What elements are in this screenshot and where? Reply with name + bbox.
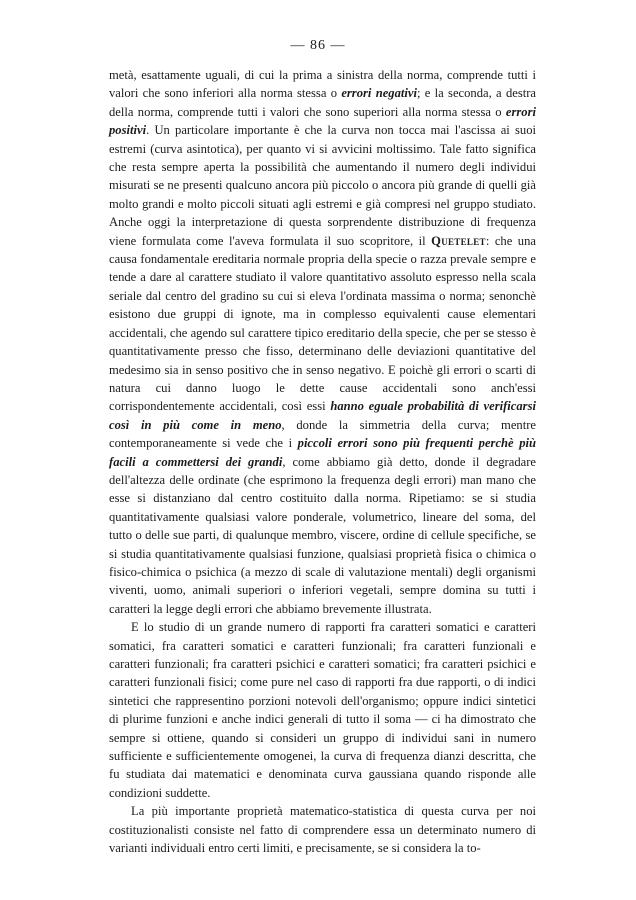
paragraph-2 <box>109 618 536 802</box>
italic-phrase: hanno eguale probabilità di verificarsi così in più come in meno <box>109 399 536 432</box>
text-segment: ; e la seconda, a destra della norma, comprende tutti i valori che sono superiori alla norma stessa o <box>109 86 537 119</box>
text-segment: E lo studio di un grande numero di rapporti fra caratteri somatici e caratteri somatici, fra caratteri somatici e caratteri funzionali; fra caratteri funzionali e caratteri funzionali; fra caratteri psichici e caratteri somatici; fra caratteri psichici e caratteri funzionali fisici; come pure nel caso di rapporti fra due rapporti, o di indici sintetici che rappresentino porzioni notevoli dell'organismo; oppure indici sintetici di plurime funzioni e anche indici generali di tutto il soma — ci ha dimostrato che sempre si ottiene, quando si consideri un gruppo di individui sani in numero sufficiente e sufficientemente omogenei, la curva di frequenza dianzi descritta, che fu studiata dai matematici e denominata curva gaussiana quando risponde alle condizioni suddette. <box>109 620 536 800</box>
author-name: Quetelet <box>431 233 486 248</box>
page-number: — 86 — <box>290 38 346 53</box>
paragraph-3 <box>109 802 536 857</box>
text-segment: metà, esattamente uguali, di cui la prima a sinistra della norma, comprende tutti i valori che sono inferiori alla norma stessa o <box>109 68 536 101</box>
text-segment: , come abbiamo già detto, donde il degradare dell'altezza delle ordinate (che esprimono la frequenza degli errori) man mano che esse si distanziano dal centro costituito dalla norma. Ripetiamo: se si studia quantitativamente qualsiasi valore ponderale, volumetrico, lineare del soma, del tutto o delle sue parti, di qualunque membro, viscere, ordine di cellule specifiche, se si studia quantitativamente qualsiasi funzione, qualsiasi proprietà fisica o chimica o fisico-chimica o psichica (a mezzo di scale di valutazione mentali) degli organismi viventi, uomo, animali superiori o inferiori vegetali, sempre domina su tutti i caratteri la legge degli errori che abbiamo brevemente illustrata. <box>109 454 536 616</box>
text-segment: . Un particolare importante è che la curva non tocca mai l'ascissa ai suoi estremi (curva asintotica), per quanto vi si avvicini moltissimo. Tale fatto significa che resta sempre aperta la possibilità che aumentando il numero degli individui misurati se ne presenti qualcuno ancora più piccolo o ancora più grande di quelli già molto grandi e molto piccoli situati agli estremi e già compresi nel gruppo studiato. Anche oggi la interpretazione di questa sorprendente distribuzione di frequenza viene formulata come l'aveva formulata il suo scopritore, il <box>109 123 536 248</box>
italic-phrase: errori positivi <box>109 104 536 138</box>
italic-phrase: piccoli errori sono più frequenti perchè più facili a commettersi dei grandi <box>109 436 536 469</box>
body-text <box>109 66 536 857</box>
italic-phrase: errori negativi <box>341 86 417 101</box>
paragraph-1 <box>109 66 536 618</box>
text-segment: : che una causa fondamentale ereditaria normale propria della specie o razza prevale sempre e tende a dare al carattere studiato il valore quantitativo assoluto espresso nella scala seriale dal centro del gradino su cui si eleva l'ordinata massima o norma; senonchè esistono due gruppi di ignote, ma in complesso equivalenti cause elementari accidentali, che agendo sul carattere tipico ereditario della specie, che per se stesso è quantitativamente presso che fisso, determinano delle deviazioni quantitative del medesimo sia in senso positivo che in senso negativo. E poichè gli errori o scarti di natura cui danno luogo le dette cause accidentali sono anch'essi corrispondentemente accidentali, così essi <box>109 233 536 414</box>
text-segment: , donde la simmetria della curva; mentre contemporaneamente si vede che i <box>109 417 536 451</box>
text-segment: La più importante proprietà matematico-statistica di questa curva per noi costituzionalisti consiste nel fatto di comprendere essa un determinato numero di varianti individuali entro certi limiti, e precisamente, se si considera la to- <box>109 804 536 856</box>
